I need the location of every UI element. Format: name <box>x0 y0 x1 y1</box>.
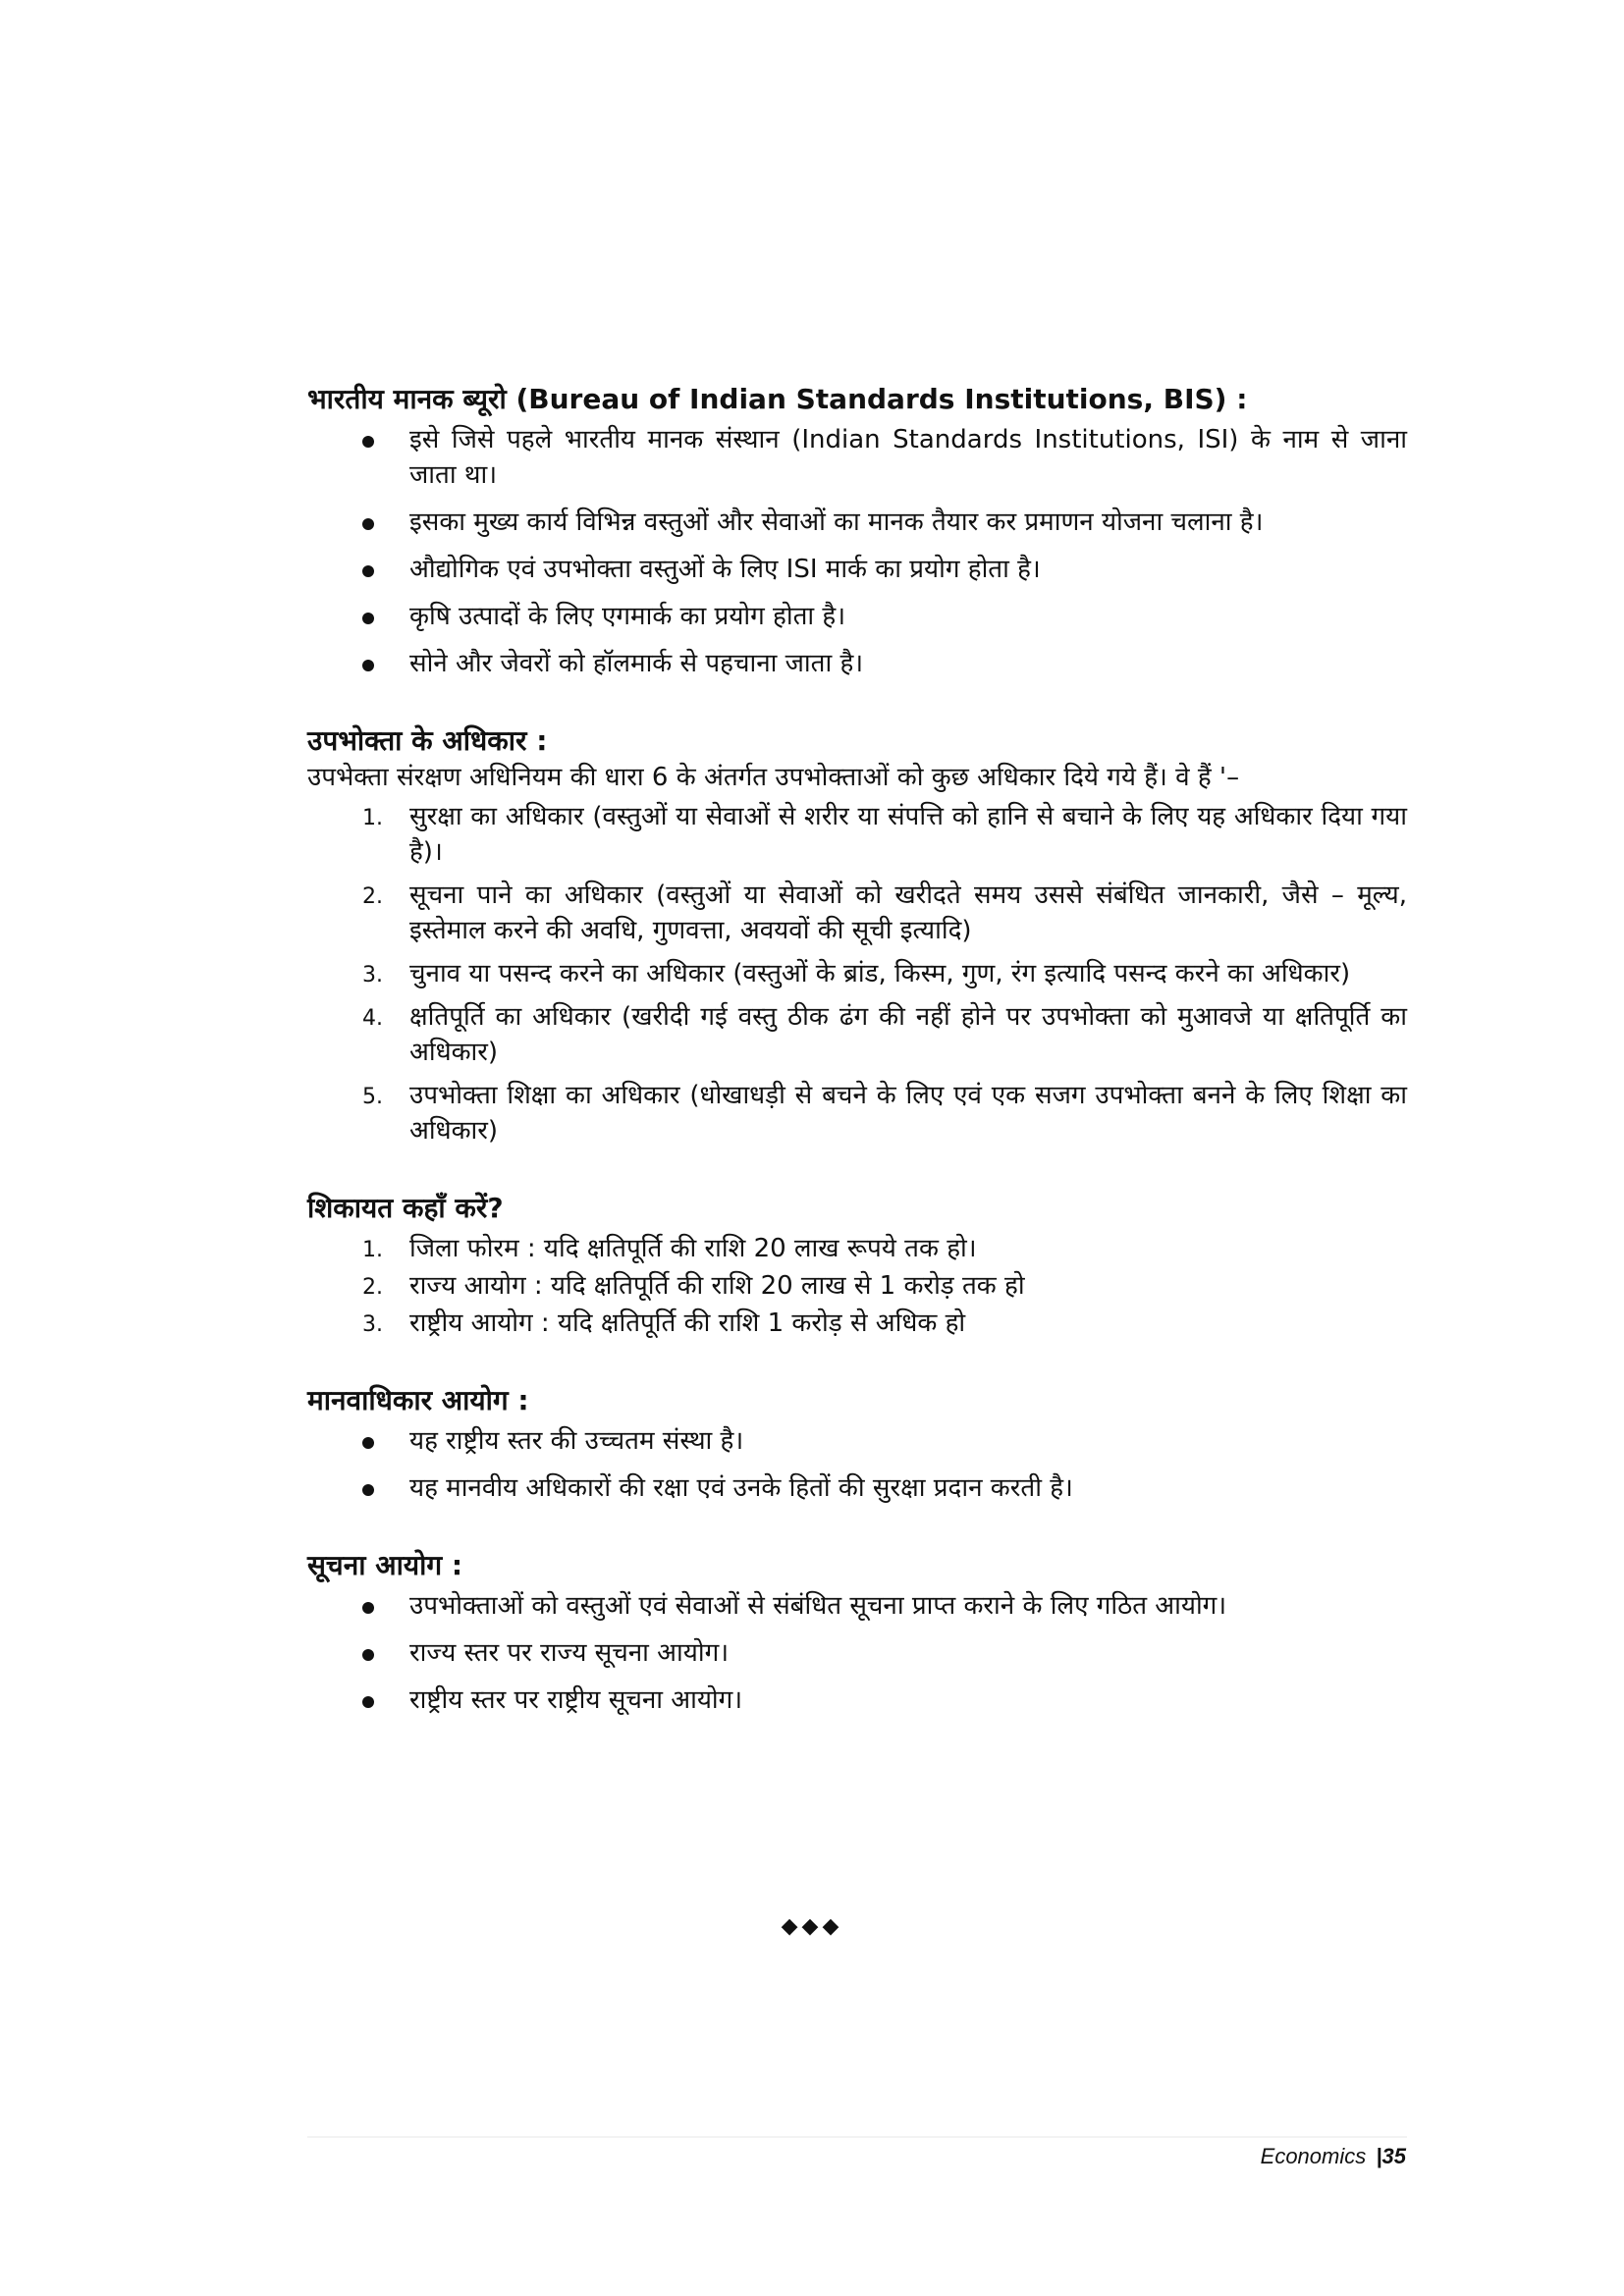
human-rights-section <box>307 1382 1407 1506</box>
list-item-text: उपभोक्ता शिक्षा का अधिकार (धोखाधड़ी से बचने के लिए एवं एक सजग उपभोक्ता बनने के लिए शिक्षा का अधिकार) <box>409 1081 1407 1146</box>
list-item <box>307 878 1407 948</box>
information-commission-section <box>307 1547 1407 1718</box>
list-item-text: यह मानवीय अधिकारों की रक्षा एवं उनके हितों की सुरक्षा प्रदान करती है। <box>409 1473 1073 1503</box>
list-item-text: औद्योगिक एवं उपभोक्ता वस्तुओं के लिए ISI मार्क का प्रयोग होता है। <box>409 555 1041 584</box>
bullet-list <box>307 1423 1407 1506</box>
list-number: 3. <box>362 1312 383 1337</box>
bullet-icon <box>362 1649 374 1661</box>
list-item <box>307 1078 1407 1148</box>
bullet-icon <box>362 518 374 530</box>
list-item <box>307 552 1407 587</box>
list-number: 2. <box>362 884 383 909</box>
numbered-list <box>307 799 1407 1148</box>
list-item-text: राज्य स्तर पर राज्य सूचना आयोग। <box>409 1638 730 1668</box>
list-item <box>307 999 1407 1070</box>
bullet-icon <box>362 1484 374 1496</box>
section-intro: उपभेक्ता संरक्षण अधिनियम की धारा 6 के अंतर्गत उपभोक्ताओं को कुछ अधिकार दिये गये हैं। वे हैं '– <box>307 763 1240 792</box>
consumer-rights-section <box>307 722 1407 1148</box>
list-item <box>307 1682 1407 1718</box>
footer-separator: | <box>1376 2144 1382 2168</box>
list-item-text: चुनाव या पसन्द करने का अधिकार (वस्तुओं के ब्रांड, किस्म, गुण, रंग इत्यादि पसन्द करने का अधिकार) <box>409 959 1351 988</box>
section-heading: भारतीय मानक ब्यूरो (Bureau of Indian Standards Institutions, BIS) : <box>307 383 1248 415</box>
list-item <box>307 799 1407 870</box>
list-item-text: राष्ट्रीय स्तर पर राष्ट्रीय सूचना आयोग। <box>409 1685 743 1715</box>
list-item-text: कृषि उत्पादों के लिए एगमार्क का प्रयोग होता है। <box>409 602 846 631</box>
list-number: 1. <box>362 806 383 830</box>
section-heading: शिकायत कहाँ करें? <box>307 1192 504 1224</box>
section-end-ornament: ◆◆◆ <box>781 1914 843 1939</box>
list-item-text: सूचना पाने का अधिकार (वस्तुओं या सेवाओं को खरीदते समय उससे संबंधित जानकारी, जैसे – मूल्य, इस्तेमाल करने की अवधि, गुणवत्ता, अवयवों की सूची इत्यादि) <box>409 881 1407 945</box>
section-heading: उपभोक्ता के अधिकार : <box>307 724 548 757</box>
list-item <box>307 1635 1407 1671</box>
list-item-text: जिला फोरम : यदि क्षतिपूर्ति की राशि 20 लाख रूपये तक हो। <box>409 1234 977 1263</box>
section-heading: सूचना आयोग : <box>307 1549 463 1581</box>
list-item-text: सुरक्षा का अधिकार (वस्तुओं या सेवाओं से शरीर या संपत्ति को हानि से बचाने के लिए यह अधिकार दिया गया है)। <box>409 802 1407 867</box>
list-item-text: राष्ट्रीय आयोग : यदि क्षतिपूर्ति की राशि 1 करोड़ से अधिक हो <box>409 1308 966 1338</box>
footer-subject: Economics <box>1260 2144 1367 2168</box>
list-item-text: उपभोक्ताओं को वस्तुओं एवं सेवाओं से संबंधित सूचना प्राप्त कराने के लिए गठित आयोग। <box>409 1591 1227 1621</box>
complaint-section <box>307 1190 1407 1341</box>
bullet-list <box>307 1588 1407 1718</box>
list-item-text: इसे जिसे पहले भारतीय मानक संस्थान (Indian Standards Institutions, ISI) के नाम से जाना जाता था। <box>409 425 1407 490</box>
bullet-icon <box>362 613 374 624</box>
list-number: 1. <box>362 1238 383 1262</box>
list-item-text: क्षतिपूर्ति का अधिकार (खरीदी गई वस्तु ठीक ढंग की नहीं होने पर उपभोक्ता को मुआवजे या क्षतिपूर्ति का अधिकार) <box>409 1002 1407 1067</box>
bullet-list <box>307 422 1407 681</box>
bullet-icon <box>362 1437 374 1449</box>
list-item <box>307 1268 1407 1304</box>
list-item <box>307 422 1407 493</box>
list-item <box>307 1231 1407 1266</box>
bis-section <box>307 381 1407 681</box>
list-item-text: यह राष्ट्रीय स्तर की उच्चतम संस्था है। <box>409 1426 744 1456</box>
section-heading: मानवाधिकार आयोग : <box>307 1384 529 1416</box>
list-item <box>307 1423 1407 1459</box>
list-number: 5. <box>362 1085 383 1109</box>
bullet-icon <box>362 1602 374 1614</box>
list-number: 2. <box>362 1275 383 1300</box>
list-number: 3. <box>362 963 383 988</box>
numbered-list <box>307 1231 1407 1341</box>
list-item <box>307 1306 1407 1341</box>
list-item <box>307 505 1407 540</box>
page-number: 35 <box>1381 2144 1406 2168</box>
list-item <box>307 646 1407 681</box>
list-item-text: सोने और जेवरों को हॉलमार्क से पहचाना जाता है। <box>409 649 864 678</box>
footer-divider <box>307 2136 1407 2138</box>
list-item-text: इसका मुख्य कार्य विभिन्न वस्तुओं और सेवाओं का मानक तैयार कर प्रमाणन योजना चलाना है। <box>409 507 1264 537</box>
list-item-text: राज्य आयोग : यदि क्षतिपूर्ति की राशि 20 लाख से 1 करोड़ तक हो <box>409 1271 1025 1301</box>
bullet-icon <box>362 565 374 577</box>
bullet-icon <box>362 436 374 448</box>
bullet-icon <box>362 1696 374 1708</box>
list-item <box>307 1470 1407 1506</box>
page-footer <box>1261 2144 1406 2169</box>
list-item <box>307 1588 1407 1624</box>
bullet-icon <box>362 660 374 671</box>
page-content <box>307 381 1407 1759</box>
list-number: 4. <box>362 1006 383 1031</box>
list-item <box>307 956 1407 991</box>
list-item <box>307 599 1407 634</box>
